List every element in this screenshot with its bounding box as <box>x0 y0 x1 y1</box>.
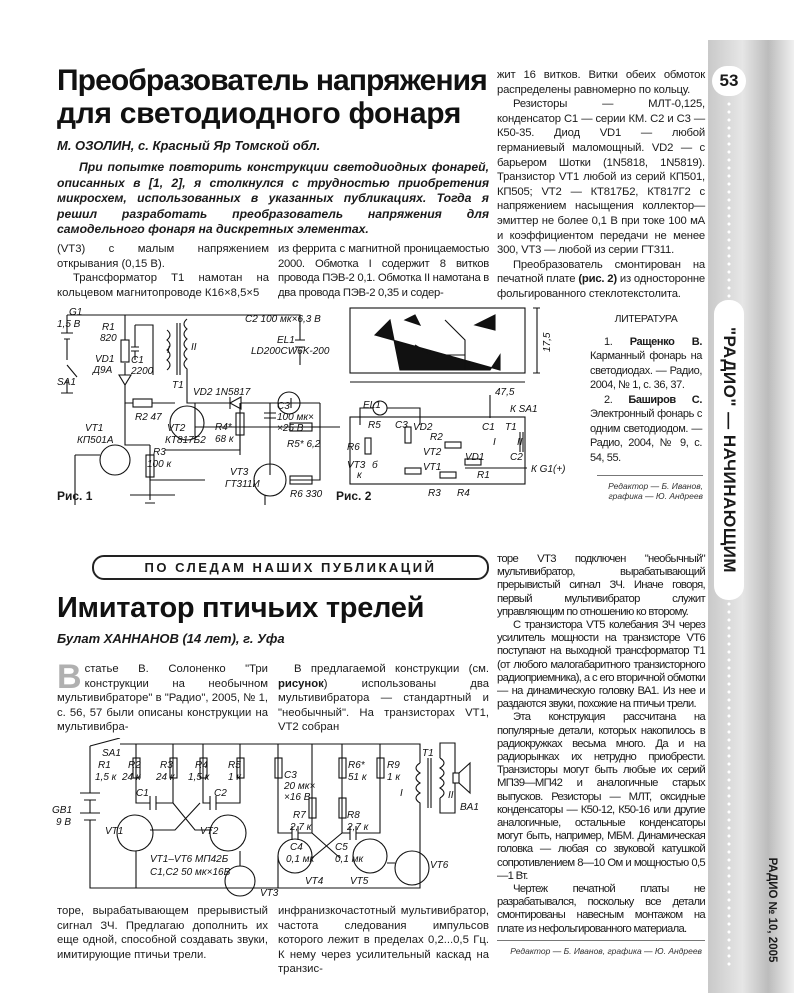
editor-credit: Редактор — Б. Иванов, графика — Ю. Андреев <box>510 946 702 956</box>
dotted-line <box>727 100 731 300</box>
page-number: 53 <box>712 66 746 96</box>
paragraph: Эта конструкция рассчитана на популярные детали, которых накопилось в радиокружках весьма много. Да и на радиорынках их нетрудно приобрести. Транзисторы могут быть любые их серий МП39—МП42 и аналогичные старых выпусков. Резисторы — МЛТ, оксидные конденсаторы — К50-12, К50-16 или другие аналогичные, остальные конденсаторы могут быть, например, МБМ. Динамическая головка — любая со звуковой катушкой сопротивлением 8—10 Ом и мощностью 0,5—1 Вт. <box>497 711 705 882</box>
schematic-label: R2 47 <box>135 412 162 423</box>
schematic-label: GB1 <box>52 805 73 816</box>
schematic-label: R6 330 <box>290 489 323 500</box>
schematic-label: VT1 <box>423 462 442 473</box>
schematic-label: КТ817Б2 <box>165 435 206 446</box>
schematic-label: C3 <box>395 420 408 431</box>
num: 2. <box>604 393 613 406</box>
schematic-label: 9 В <box>56 817 72 828</box>
schematic-label: SA1 <box>102 748 121 759</box>
credit-line: Редактор — Б. Иванов, <box>608 481 703 491</box>
schematic-label: ×16 В <box>284 792 311 803</box>
schematic-label: R7 <box>293 810 306 821</box>
schematic-label: R1 <box>102 322 115 333</box>
schematic-label: C3 <box>277 401 290 412</box>
num: 1. <box>604 335 613 348</box>
figure-1-schematic <box>55 305 340 505</box>
article-author: М. ОЗОЛИН, с. Красный Яр Томской обл. <box>57 138 321 153</box>
schematic-label: SA1 <box>57 377 76 388</box>
figure-ref: рисунок <box>278 677 324 690</box>
schematic-label: VT4 <box>305 876 324 887</box>
text: ) использованы два мультивибратора — стандартный и "необычный". На транзисторах VT1, VT2 собран <box>278 677 489 734</box>
figure-ref: (рис. 2) <box>578 273 617 286</box>
schematic-label: VT5 <box>350 876 369 887</box>
literature-item <box>590 335 702 393</box>
schematic-label: 0,1 мк <box>286 854 315 865</box>
pcb-dimension-height: 17,5 <box>542 332 553 352</box>
credit-line: графика — Ю. Андреев <box>608 491 703 501</box>
paragraph <box>278 662 489 735</box>
schematic-label: 20 мк× <box>284 781 316 792</box>
schematic-label: 1,5 В <box>57 319 81 330</box>
text: В предлагаемой конструкции (см. <box>294 663 489 675</box>
schematic-label: Д9А <box>93 365 113 376</box>
schematic-label: C1 <box>131 355 144 366</box>
article-author: Булат ХАННАНОВ (14 лет), г. Уфа <box>57 631 285 646</box>
schematic-label: II <box>517 437 523 448</box>
dotted-line <box>727 600 731 970</box>
schematic-label: R2 <box>128 760 141 771</box>
schematic-label: T1 <box>172 380 184 391</box>
literature <box>590 312 702 465</box>
schematic-label: К G1(+) <box>531 464 566 475</box>
schematic-label: VT2 <box>200 826 219 837</box>
schematic-label: 24 к <box>156 772 175 783</box>
schematic-label: EL1 <box>277 335 295 346</box>
literature-item <box>590 393 702 466</box>
paragraph: торе VT3 подключен "необычный" мультивибратор, вырабатывающий прерывистый сигнал ЗЧ. Иначе говоря, первый мультивибратор служит управляющим по отношению ко второму. <box>497 553 705 618</box>
schematic-label: R4 <box>195 760 208 771</box>
schematic-label: R3 <box>160 760 173 771</box>
schematic-label: 2200 <box>131 366 154 377</box>
schematic-label: I <box>400 788 403 799</box>
schematic-label: 1 к <box>228 772 242 783</box>
ref-text: Электронный фонарь с одним светодиодом. — Радио, 2004, № 9, с. 54, 55. <box>590 408 702 464</box>
schematic-label: VD1 <box>95 354 115 365</box>
text-column <box>57 904 268 962</box>
schematic-label: R3 <box>428 488 441 499</box>
schematic-label: C2 <box>510 452 523 463</box>
schematic-label: BA1 <box>460 802 479 813</box>
schematic-label: R5 <box>228 760 241 771</box>
schematic-label: VT2 <box>423 447 442 458</box>
schematic-label: КП501А <box>77 435 114 446</box>
schematic-label: R3 <box>153 447 166 458</box>
schematic-label: R5 <box>368 420 381 431</box>
schematic-label: R9 <box>387 760 400 771</box>
editor-credit <box>597 481 703 501</box>
paragraph: (VT3) с малым напряжением открывания (0,15 В). <box>57 243 269 270</box>
divider <box>497 940 705 941</box>
text-column <box>57 658 268 735</box>
schematic-label: 820 <box>100 333 117 344</box>
title-line: для светодиодного фонаря <box>57 97 462 130</box>
title-line: Имитатор птичьих трелей <box>57 592 425 624</box>
paragraph: Резисторы — МЛТ-0,125, конденсатор С1 — серии КМ. С2 и С3 — К50-35. Диод VD1 — любой германиевый маломощный. VD2 — с барьером Шотки (1N5818, 1N5819). Транзистор VT1 любой из серий КП501, КП505; VT2 — КТ817Б2, КТ817Г2 с напряжением насыщения коллектор—эмиттер не более 0,1 В при токе 100 мА и коэффициентом передачи не менее 300, VT3 — любой из серии ГТ311. <box>497 98 705 257</box>
schematic-label: C5 <box>335 842 348 853</box>
ref-author: Баширов С. <box>628 393 702 406</box>
schematic-label: I <box>167 345 170 356</box>
pcb-dimension-width: 47,5 <box>495 387 515 398</box>
schematic-label: R2 <box>430 432 443 443</box>
paragraph: статье В. Солоненко "Три конструкции на необычном мультивибраторе" в "Радио", 2005, № 1, с. 56, 57 были описаны конструкции на мультивибра- <box>57 663 268 734</box>
ref-author: Ращенко В. <box>629 335 702 348</box>
figure-3-schematic <box>50 738 490 900</box>
schematic-label: VT6 <box>430 860 449 871</box>
schematic-label: I <box>493 437 496 448</box>
schematic-label: R4 <box>457 488 470 499</box>
text-column <box>497 553 705 936</box>
schematic-label: ГТ311И <box>225 479 260 490</box>
schematic-label: VT3 <box>230 467 249 478</box>
schematic-label: R1 <box>477 470 490 481</box>
figure-2-pcb <box>345 300 587 500</box>
schematic-label: C1 <box>136 788 149 799</box>
schematic-label: C3 <box>284 770 297 781</box>
schematic-label: 100 мк× <box>277 412 314 423</box>
article-title <box>57 64 487 130</box>
article-title <box>57 592 424 625</box>
schematic-label: C4 <box>290 842 303 853</box>
schematic-label: 2,7 к <box>347 822 369 833</box>
paragraph: торе, вырабатывающем прерывистый сигнал ЗЧ. Предлагаю дополнить их еще одной, способной создавать звуки, имитирующие птичьи трели. <box>57 905 268 961</box>
schematic-label: VT1 <box>85 423 104 434</box>
schematic-label: C1 <box>482 422 495 433</box>
drop-cap: В <box>57 658 82 696</box>
schematic-label: LD200CW6K-200 <box>251 346 330 357</box>
literature-heading: ЛИТЕРАТУРА <box>614 313 678 325</box>
text: из односторонне фольгированного стеклотекстолита. <box>497 273 705 300</box>
schematic-label: R8 <box>347 810 360 821</box>
schematic-label: VT1 <box>105 826 124 837</box>
schematic-label: VT1–VT6 МП42Б <box>150 854 229 865</box>
schematic-label: R1 <box>98 760 111 771</box>
schematic-label: б <box>372 460 378 471</box>
schematic-label: R6* <box>348 760 365 771</box>
paragraph <box>497 258 705 302</box>
schematic-label: VT3 <box>347 460 366 471</box>
text-column <box>497 68 705 302</box>
text-column <box>278 904 489 977</box>
schematic-label: 1 к <box>387 772 401 783</box>
figure-1-caption: Рис. 1 <box>57 489 93 503</box>
title-line: Преобразователь напряжения <box>57 64 487 97</box>
schematic-label: К SA1 <box>510 404 538 415</box>
schematic-label: T1 <box>505 422 517 433</box>
schematic-label: 100 к <box>147 459 172 470</box>
paragraph: инфранизкочастотный мультивибратор, частота следования импульсов которого лежит в пределах 0,2...0,5 Гц. К нему через усилительный каскад на транзис- <box>278 905 489 976</box>
paragraph: Трансформатор Т1 намотан на кольцевом магнитопроводе К16×8,5×5 <box>57 272 269 299</box>
schematic-label: 51 к <box>348 772 367 783</box>
text: Преобразователь смонтирован на печатной плате <box>497 258 705 286</box>
schematic-label: C1,C2 50 мк×16В <box>150 867 231 878</box>
text-column <box>278 662 489 735</box>
article-lead: При попытке повторить конструкции светодиодных фонарей, описанных в [1, 2], я столкнулся с трудностью приобретения микросхем, использованных в указанных публикациях. Тогда я решил разработать преобразователь напряжения для самодельного фонаря на дискретных элементах. <box>57 160 489 236</box>
schematic-label: VD2 <box>413 422 433 433</box>
figure-2-caption: Рис. 2 <box>336 489 372 503</box>
schematic-label: EL1 <box>363 400 381 411</box>
schematic-label: ×25 В <box>277 423 304 434</box>
ref-text: Карманный фонарь на светодиодах. — Радио, 2004, № 1, с. 36, 37. <box>590 350 702 391</box>
schematic-label: R4* <box>215 422 232 433</box>
schematic-label: G1 <box>69 307 83 318</box>
section-label: "РАДИО" — НАЧИНАЮЩИМ <box>720 326 739 574</box>
schematic-label: T1 <box>422 748 434 759</box>
schematic-label: C2 100 мк×6,3 В <box>245 314 321 325</box>
text-column <box>278 242 489 300</box>
schematic-label: C2 <box>214 788 227 799</box>
schematic-label: VD1 <box>465 452 485 463</box>
schematic-label: VD2 1N5817 <box>193 387 251 398</box>
paragraph: из феррита с магнитной проницаемостью 2000. Обмотка I содержит 8 витков провода ПЭВ-2 0,1. Обмотка II намотана в два провода ПЭВ-2 0,35 и содер- <box>278 243 489 299</box>
schematic-label: 68 к <box>215 434 234 445</box>
text-column <box>57 242 269 300</box>
schematic-label: 1,5 к <box>188 772 210 783</box>
schematic-label: 0,1 мк <box>335 854 364 865</box>
paragraph: жит 16 витков. Витки обеих обмоток распределены равномерно по кольцу. <box>497 69 705 96</box>
paragraph: С транзистора VT5 колебания ЗЧ через усилитель мощности на транзисторе VT6 поступают на выходной трансформатор Т1 (от любого малогабаритного транзисторного радиоприемника), а с его вторичной обмотки — на динамическую головку ВА1. Из нее и раздаются звуки, похожие на птичьи трели. <box>497 619 705 711</box>
schematic-label: R5* 6,2 <box>287 439 321 450</box>
schematic-label: VT2 <box>167 423 186 434</box>
schematic-label: VT3 <box>260 888 279 899</box>
schematic-label: II <box>191 342 197 353</box>
schematic-label: R6 <box>347 442 360 453</box>
issue-label: РАДИО № 10, 2005 <box>766 857 778 963</box>
rubric-banner: ПО СЛЕДАМ НАШИХ ПУБЛИКАЦИЙ <box>92 555 489 580</box>
schematic-label: к <box>357 470 362 481</box>
schematic-label: 2,7 к <box>290 822 312 833</box>
schematic-label: II <box>448 790 454 801</box>
schematic-label: 1,5 к <box>95 772 117 783</box>
schematic-label: 24 к <box>122 772 141 783</box>
paragraph: Чертеж печатной платы не разрабатывался, поскольку все детали смонтированы навесным монтажом на плате из нефольгированного материала. <box>497 883 705 935</box>
divider <box>597 475 703 476</box>
